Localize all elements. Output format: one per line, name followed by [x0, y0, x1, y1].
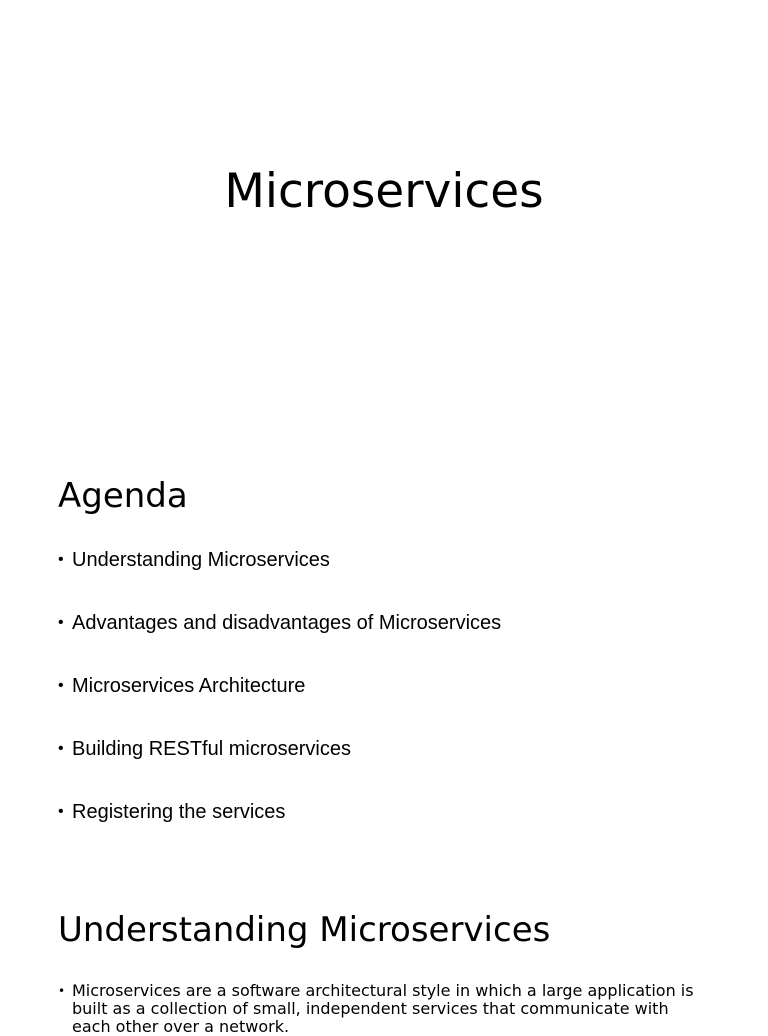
- agenda-item-label: Understanding Microservices: [72, 549, 330, 571]
- bullet-icon: •: [58, 803, 64, 820]
- bullet-icon: •: [58, 740, 64, 757]
- agenda-item: [58, 544, 501, 607]
- agenda-item: [58, 796, 501, 859]
- agenda-list: [58, 544, 501, 859]
- bullet-icon: •: [58, 984, 66, 998]
- agenda-slide: [0, 432, 768, 864]
- understanding-heading: Understanding Microservices: [58, 910, 551, 950]
- presentation-title: Microservices: [224, 164, 544, 219]
- understanding-body-text: Microservices are a software architectural style in which a large application is built as a collection of small, independent services that communicate with each other over a network.: [72, 981, 694, 1036]
- agenda-item-label: Advantages and disadvantages of Microservices: [72, 612, 502, 634]
- understanding-slide: [0, 864, 768, 1036]
- bullet-icon: •: [58, 551, 64, 568]
- understanding-bullet: [58, 982, 698, 1036]
- agenda-heading: Agenda: [58, 476, 188, 516]
- title-slide: [0, 0, 768, 432]
- agenda-item-label: Registering the services: [72, 801, 286, 823]
- agenda-item: [58, 670, 501, 733]
- agenda-item: [58, 733, 501, 796]
- bullet-icon: •: [58, 614, 64, 631]
- agenda-item-label: Building RESTful microservices: [72, 738, 351, 760]
- agenda-item-label: Microservices Architecture: [72, 675, 306, 697]
- bullet-icon: •: [58, 677, 64, 694]
- agenda-item: [58, 607, 501, 670]
